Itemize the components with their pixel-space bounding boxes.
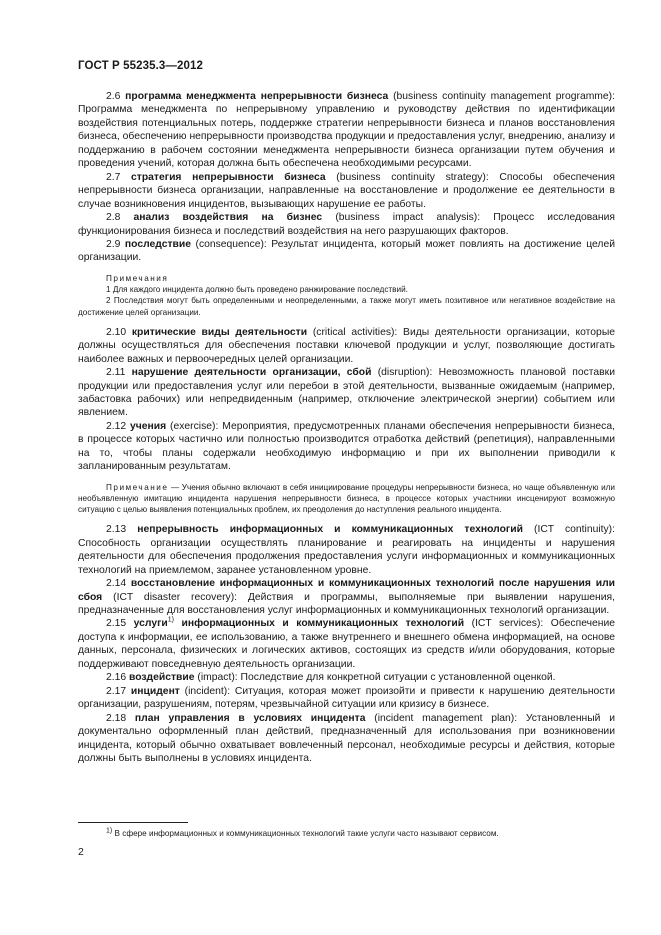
clause-term-continued: информационных и коммуникационных технологий — [173, 618, 465, 630]
clause-term: программа менеджмента непрерывности бизнеса — [125, 91, 389, 102]
notes-heading: Примечания — [106, 273, 169, 283]
clause-2-13 — [78, 523, 615, 577]
clause-number: 2.9 — [106, 238, 125, 250]
clause-number: 2.12 — [106, 420, 131, 432]
footnote-ref: 1) — [167, 617, 174, 625]
clause-text: (ICT disaster recovery): Действия и программы, выполняемые при выявлении нарушения, предназначенные для восстановления услуг информационных и коммуникационных технологий организации. — [78, 591, 615, 617]
clause-number: 2.13 — [106, 524, 138, 536]
document-body — [78, 90, 615, 765]
clause-number: 2.6 — [106, 91, 126, 102]
clause-2-10 — [78, 326, 615, 366]
footnote-text: В сфере информационных и коммуникационных технологий такие услуги часто называют сервисом. — [112, 829, 499, 838]
clause-2-14 — [78, 577, 615, 617]
clause-text: (business continuity strategy): Способы обеспечения непрерывности бизнеса организации, направленные на восстановление и продолжение ее деятельности в случае возникновения инцидентов, вызывающих нарушение ее работы. — [78, 171, 615, 210]
clause-number: 2.7 — [106, 171, 132, 183]
exercise-note — [78, 482, 615, 516]
clause-text: (disruption): Невозможность плановой поставки продукции или предоставления услуг или перебои в этой деятельности, вызванные ожидаемым (например, забастовка рабочих) или непредвиденным (например, отключение электрической энергии) событием или явлением. — [78, 367, 615, 419]
note-label: Примечание — [106, 482, 169, 492]
footnote-mark: 1) — [106, 827, 113, 835]
page-header-title: ГОСТ Р 55235.3—2012 — [78, 60, 203, 72]
clause-number: 2.11 — [106, 367, 132, 379]
clause-term: услуги — [133, 618, 168, 630]
clause-term: анализ воздействия на бизнес — [133, 212, 323, 224]
clause-text: (consequence): Результат инцидента, который может повлиять на достижение целей организации. — [78, 238, 615, 264]
clause-text: (incident management plan): Установленный и документально оформленный план действий, предназначенный для использования при возникновении инцидента, который обычно охватывает вовлеченный персонал, необходимые ресурсы и действия, которые должны быть выполнены в условиях инцидента. — [78, 712, 615, 764]
clause-2-11 — [78, 366, 615, 420]
clause-text: (incident): Ситуация, которая может произойти и привести к нарушению деятельности организации, разрушениям, потерям, чрезвычайной ситуации или кризису в бизнесе. — [78, 685, 615, 711]
clause-term: учения — [130, 420, 167, 432]
note-text: — Учения обычно включают в себя инициирование процедуры непрерывности бизнеса, но чаще объявленную или необъявленную имитацию инцидента нарушения непрерывности бизнеса, в процессе которых участники инсценируют возможную ситуацию с целью выявления потенциальных проблем, их преодоления до наступления реального инцидента. — [78, 482, 615, 515]
note-item-2: 2 Последствия могут быть определенными и неопределенными, а также могут иметь позитивное или негативное воздействие на достижение целей организации. — [78, 296, 615, 317]
clause-term: критические виды деятельности — [131, 326, 308, 338]
clause-number: 2.14 — [106, 578, 131, 590]
clause-number: 2.10 — [106, 326, 132, 338]
notes-block — [78, 273, 615, 318]
clause-2-12 — [78, 420, 615, 474]
clause-number: 2.8 — [106, 212, 134, 224]
clause-text: (critical activities): Виды деятельности организации, которые должны осуществляться для обеспечения поставки ключевой продукции и услуг, позволяющие достигать наиболее важных и первоочередных целей организации. — [78, 326, 616, 365]
clause-2-6 — [78, 90, 615, 171]
clause-term: воздействие — [129, 672, 195, 684]
clause-term: план управления в условиях инцидента — [134, 712, 366, 724]
clause-term: восстановление информационных и коммуникационных технологий после нарушения или сбоя — [78, 578, 615, 603]
clause-number: 2.17 — [106, 685, 131, 697]
clause-2-15 — [78, 617, 615, 671]
clause-text: (ICT services): Обеспечение доступа к информации, ее использованию, а также внутреннего и внешнего обмена информацией, на основе данных, персонала, физических и логических активов, состоящих из средств и/или оборудования, которые поддерживают повседневную деятельность организации. — [78, 618, 615, 670]
clause-text: (ICT continuity): Способность организации осуществлять планирование и реагировать на инциденты и нарушения деятельности для обеспечения продолжения предоставления услуги информационных и коммуникационных технологий на приемлемом, заранее установленном уровне. — [78, 524, 616, 576]
clause-term: нарушение деятельности организации, сбой — [131, 367, 372, 379]
footnote — [78, 828, 615, 839]
clause-text: (business impact analysis): Процесс исследования функционирования бизнеса и последствий воздействия на него разрушающих факторов. — [78, 212, 615, 237]
clause-2-8 — [78, 211, 615, 238]
clause-term: стратегия непрерывности бизнеса — [131, 171, 326, 183]
clause-text: (business continuity management programme): Программа менеджмента по непрерывному управлению и руководству действия по идентификации воздействия потенциальных потерь, поддержке стратегии непрерывности бизнеса и планов восстановления бизнеса, обеспечению непрерывности производства продукции и предоставления услуг, внедрению, анализу и поддержанию в рабочем состоянии менеджмента непрерывности бизнеса организации путем обучения и проведения учений, которая должна быть обеспечена необходимыми ресурсами. — [78, 91, 615, 170]
clause-text: (impact): Последствие для конкретной ситуации с установленной оценкой. — [194, 672, 556, 684]
note-item-1: 1 Для каждого инцидента должно быть проведено ранжирование последствий. — [106, 285, 408, 295]
clause-2-17 — [78, 685, 615, 712]
clause-2-18 — [78, 712, 615, 766]
clause-2-16 — [78, 671, 615, 684]
clause-number: 2.18 — [106, 712, 135, 724]
clause-text: (exercise): Мероприятия, предусмотренных планами обеспечения непрерывности бизнеса, в процессе которых частично или полностью производится отработка действий (репетиция), направленными на то, чтобы планы содержали необходимую информацию и при их выполнении приводили к запланированным результатам. — [78, 420, 615, 473]
clause-2-7 — [78, 171, 615, 211]
clause-2-9 — [78, 238, 615, 265]
page-number: 2 — [78, 846, 84, 858]
footnote-divider — [78, 822, 188, 823]
clause-term: инцидент — [130, 685, 180, 697]
clause-number: 2.16 — [106, 672, 130, 684]
clause-term: непрерывность информационных и коммуникационных технологий — [137, 524, 523, 536]
clause-number: 2.15 — [106, 618, 134, 630]
clause-term: последствие — [124, 238, 191, 250]
